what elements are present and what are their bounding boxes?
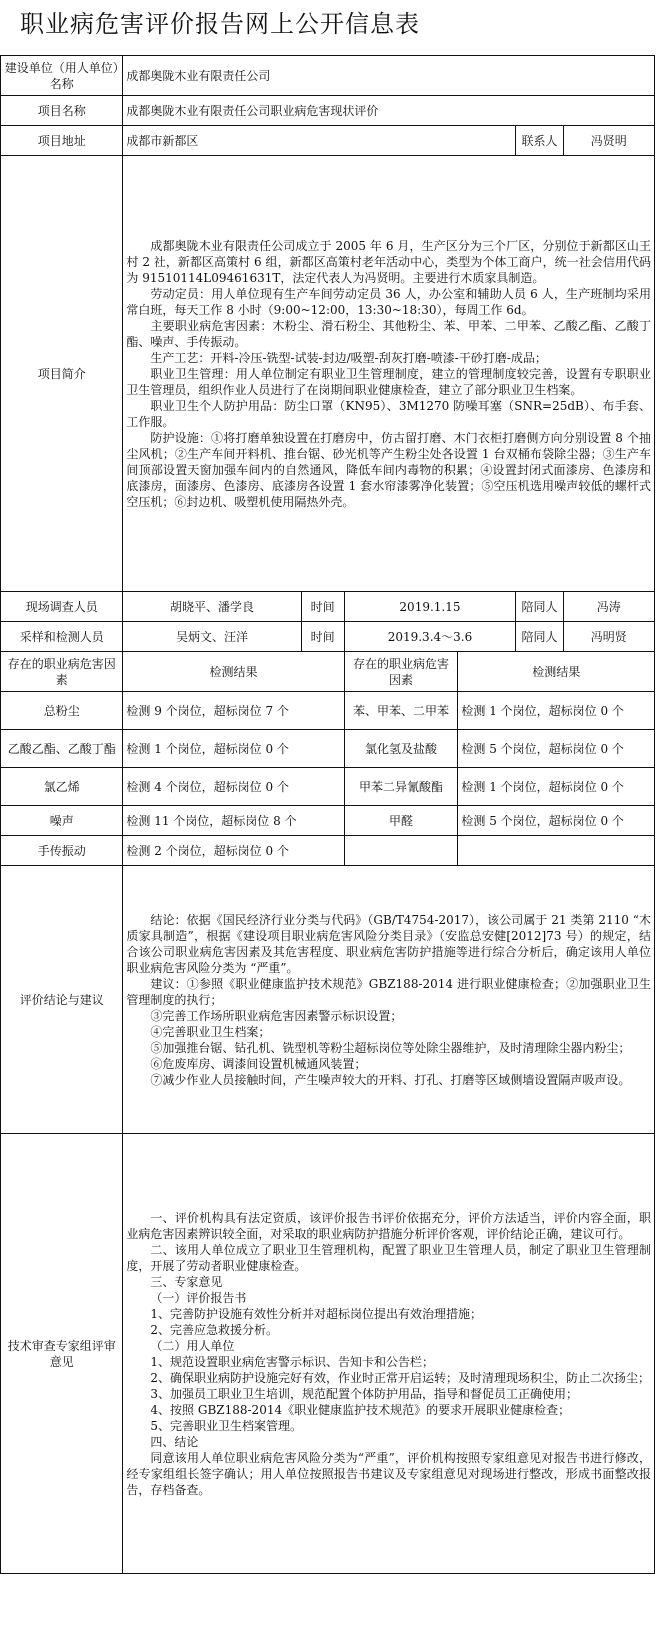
hazard-factor: 乙酸乙酯、乙酸丁酯 bbox=[1, 730, 123, 768]
unit-label: 建设单位（用人单位）名称 bbox=[1, 56, 123, 96]
sampling-label: 采样和检测人员 bbox=[1, 622, 123, 652]
conclusion-content bbox=[123, 866, 655, 1134]
survey-companion-value: 冯涛 bbox=[563, 592, 654, 622]
review-paragraph: 4、按照 GBZ188-2014《职业健康监护技术规范》的要求开展职业健康检查； bbox=[150, 1402, 571, 1417]
intro-row bbox=[1, 156, 655, 592]
review-paragraph: 5、完善职业卫生档案管理。 bbox=[150, 1418, 303, 1433]
project-name-value: 成都奥陇木业有限责任公司职业病危害现状评价 bbox=[123, 96, 655, 126]
hazard-factor-header: 存在的职业病危害因素 bbox=[1, 652, 123, 692]
hazard-result: 检测 11 个岗位，超标岗位 8 个 bbox=[123, 806, 344, 836]
hazard-result bbox=[458, 836, 655, 866]
review-label: 技术审查专家组评审意见 bbox=[1, 1134, 123, 1574]
hazard-result-header: 检测结果 bbox=[123, 652, 344, 692]
conclusion-paragraph: ③完善工作场所职业病危害因素警示标识设置； bbox=[150, 1008, 403, 1023]
intro-paragraph: 劳动定员：用人单位现有生产车间劳动定员 36 人，办公室和辅助人员 6 人，生产班制均采用常白班，每天工作 8 小时（9:00~12:00，13:30~18:30），每周工作 6d。 bbox=[126, 286, 651, 317]
review-paragraph: 三、专家意见 bbox=[150, 1274, 223, 1289]
survey-time-label: 时间 bbox=[301, 592, 344, 622]
intro-content bbox=[123, 156, 655, 592]
hazard-row bbox=[1, 730, 655, 768]
review-content bbox=[123, 1134, 655, 1574]
review-paragraph: （二）用人单位 bbox=[150, 1338, 235, 1353]
review-paragraph: 1、完善防护设施有效性分析并对超标岗位提出有效治理措施； bbox=[150, 1306, 483, 1321]
hazard-result: 检测 5 个岗位，超标岗位 0 个 bbox=[458, 730, 655, 768]
review-paragraph: 四、结论 bbox=[150, 1434, 199, 1449]
hazard-factor: 甲苯二异氰酸酯 bbox=[344, 768, 458, 806]
survey-time-value: 2019.1.15 bbox=[344, 592, 516, 622]
conclusion-paragraph: 建议：①参照《职业健康监护技术规范》GBZ188-2014 进行职业健康检查；②加强职业卫生管理制度的执行； bbox=[126, 976, 651, 1007]
hazard-factor: 噪声 bbox=[1, 806, 123, 836]
review-paragraph: 2、确保职业病防护设施完好有效，作业时正常开启运转；及时清理现场积尘，防止二次扬尘； bbox=[150, 1370, 651, 1385]
review-row bbox=[1, 1134, 655, 1574]
hazard-result: 检测 9 个岗位，超标岗位 7 个 bbox=[123, 692, 344, 730]
review-paragraph: 1、规范设置职业病危害警示标识、告知卡和公告栏； bbox=[150, 1354, 435, 1369]
contact-label: 联系人 bbox=[516, 126, 563, 156]
survey-companion-label: 陪同人 bbox=[516, 592, 563, 622]
project-address-value: 成都市新都区 bbox=[123, 126, 516, 156]
conclusion-paragraph: 结论：依据《国民经济行业分类与代码》（GB/T4754-2017），该公司属于 21 类第 2110 “木质家具制造”，根据《建设项目职业病危害风险分类目录》（安监总安健[2012]73 号）的规定，结合该公司职业病危害因素及其危害程度、职业病危害防护措施等进行综合分析后，确定该用人单位职业病危害风险分类为 “严重”。 bbox=[126, 912, 651, 975]
hazard-factor-header: 存在的职业病危害因素 bbox=[344, 652, 458, 692]
intro-paragraph: 生产工艺：开料-冷压-铣型-试装-封边/吸塑-刮灰打磨-喷漆-干砂打磨-成品； bbox=[150, 350, 547, 365]
sampling-time-value: 2019.3.4～3.6 bbox=[344, 622, 516, 652]
survey-label: 现场调查人员 bbox=[1, 592, 123, 622]
conclusion-paragraph: ④完善职业卫生档案； bbox=[150, 1024, 271, 1039]
review-paragraph: 同意该用人单位职业病危害风险分类为“严重”，评价机构按照专家组意见对报告书进行修改，经专家组组长签字确认；用人单位按照报告书建议及专家组意见对现场进行整改，形成书面整改报告，存档备查。 bbox=[126, 1450, 651, 1497]
hazard-result-header: 检测结果 bbox=[458, 652, 655, 692]
review-paragraph: 一、评价机构具有法定资质，该评价报告书评价依据充分，评价方法适当，评价内容全面，职业病危害因素辨识较全面，对采取的职业病防护措施分析评价客观，评价结论正确，建议可行。 bbox=[126, 1210, 651, 1241]
conclusion-paragraph: ⑥危废库房、调漆间设置机械通风装置； bbox=[150, 1056, 367, 1071]
conclusion-label: 评价结论与建议 bbox=[1, 866, 123, 1134]
intro-paragraph: 主要职业病危害因素：木粉尘、滑石粉尘、其他粉尘、苯、甲苯、二甲苯、乙酸乙酯、乙酸丁酯、噪声、手传振动。 bbox=[126, 318, 651, 349]
review-paragraph: 二、该用人单位成立了职业卫生管理机构，配置了职业卫生管理人员，制定了职业卫生管理制度，开展了劳动者职业健康检查。 bbox=[126, 1242, 651, 1273]
survey-people: 胡晓平、潘学良 bbox=[123, 592, 301, 622]
sampling-time-label: 时间 bbox=[301, 622, 344, 652]
hazard-result: 检测 2 个岗位，超标岗位 0 个 bbox=[123, 836, 344, 866]
conclusion-paragraph: ⑤加强推台锯、钻孔机、铣型机等粉尘超标岗位等处除尘器维护，及时清理除尘器内粉尘； bbox=[150, 1040, 631, 1055]
sampling-row bbox=[1, 622, 655, 652]
intro-paragraph: 成都奥陇木业有限责任公司成立于 2005 年 6 月，生产区分为三个厂区，分别位于新都区山王村 2 社，新都区高策村 6 组，新都区高策村老年活动中心，类型为个体工商户，统一社会信用代码为 91510114L09461631T，法定代表人为冯贤明。主要进行木质家具制造。 bbox=[126, 238, 651, 285]
hazard-row bbox=[1, 768, 655, 806]
hazard-result: 检测 1 个岗位，超标岗位 0 个 bbox=[458, 768, 655, 806]
info-table bbox=[0, 55, 655, 1574]
review-paragraph: （一）评价报告书 bbox=[150, 1290, 247, 1305]
hazard-factor: 总粉尘 bbox=[1, 692, 123, 730]
review-paragraph: 2、完善应急救援分析。 bbox=[150, 1322, 279, 1337]
hazard-factor: 手传振动 bbox=[1, 836, 123, 866]
hazard-row bbox=[1, 692, 655, 730]
hazard-result: 检测 5 个岗位，超标岗位 0 个 bbox=[458, 806, 655, 836]
intro-paragraph: 职业卫生个人防护用品：防尘口罩（KN95）、3M1270 防噪耳塞（SNR=25dB）、布手套、工作服。 bbox=[126, 398, 651, 429]
hazard-row bbox=[1, 836, 655, 866]
hazard-row bbox=[1, 806, 655, 836]
hazard-factor bbox=[344, 836, 458, 866]
project-address-row bbox=[1, 126, 655, 156]
sampling-companion-value: 冯明贤 bbox=[563, 622, 654, 652]
intro-paragraph: 职业卫生管理：用人单位制定有职业卫生管理制度，建立的管理制度较完善，设置有专职职业卫生管理员，组织作业人员进行了在岗期间职业健康检查，建立了部分职业卫生档案。 bbox=[126, 366, 651, 397]
hazard-factor: 氯乙烯 bbox=[1, 768, 123, 806]
hazard-factor: 甲醛 bbox=[344, 806, 458, 836]
project-name-label: 项目名称 bbox=[1, 96, 123, 126]
unit-row bbox=[1, 56, 655, 96]
hazard-factor: 苯、甲苯、二甲苯 bbox=[344, 692, 458, 730]
hazard-factor: 氯化氢及盐酸 bbox=[344, 730, 458, 768]
project-name-row bbox=[1, 96, 655, 126]
project-address-label: 项目地址 bbox=[1, 126, 123, 156]
survey-row bbox=[1, 592, 655, 622]
hazard-header-row bbox=[1, 652, 655, 692]
review-paragraph: 3、加强员工职业卫生培训，规范配置个体防护用品，指导和督促员工正确使用； bbox=[150, 1386, 579, 1401]
conclusion-paragraph: ⑦减少作业人员接触时间，产生噪声较大的开料、打孔、打磨等区域侧墙设置隔声吸声设。 bbox=[150, 1072, 631, 1087]
hazard-result: 检测 1 个岗位，超标岗位 0 个 bbox=[458, 692, 655, 730]
hazard-result: 检测 4 个岗位，超标岗位 0 个 bbox=[123, 768, 344, 806]
intro-label: 项目简介 bbox=[1, 156, 123, 592]
unit-value: 成都奥陇木业有限责任公司 bbox=[123, 56, 655, 96]
intro-paragraph: 防护设施：①将打磨单独设置在打磨房中，仿古留打磨、木门衣柜打磨侧方向分别设置 8 个抽尘风机；②生产车间开料机、推台锯、砂光机等产生粉尘处各设置 1 台双桶布袋除尘器；③生产车间顶部设置天窗加强车间内的自然通风，降低车间内毒物的积累；④设置封闭式面漆房、色漆房和底漆房，面漆房、色漆房、底漆房各设置 1 套水帘漆雾净化装置；⑤空压机选用噪声较低的螺杆式空压机；⑥封边机、吸塑机使用隔热外壳。 bbox=[126, 430, 651, 509]
sampling-companion-label: 陪同人 bbox=[516, 622, 563, 652]
page-title: 职业病危害评价报告网上公开信息表 bbox=[20, 10, 420, 38]
conclusion-row bbox=[1, 866, 655, 1134]
hazard-result: 检测 1 个岗位，超标岗位 0 个 bbox=[123, 730, 344, 768]
contact-value: 冯贤明 bbox=[563, 126, 654, 156]
sampling-people: 吴炳文、汪洋 bbox=[123, 622, 301, 652]
